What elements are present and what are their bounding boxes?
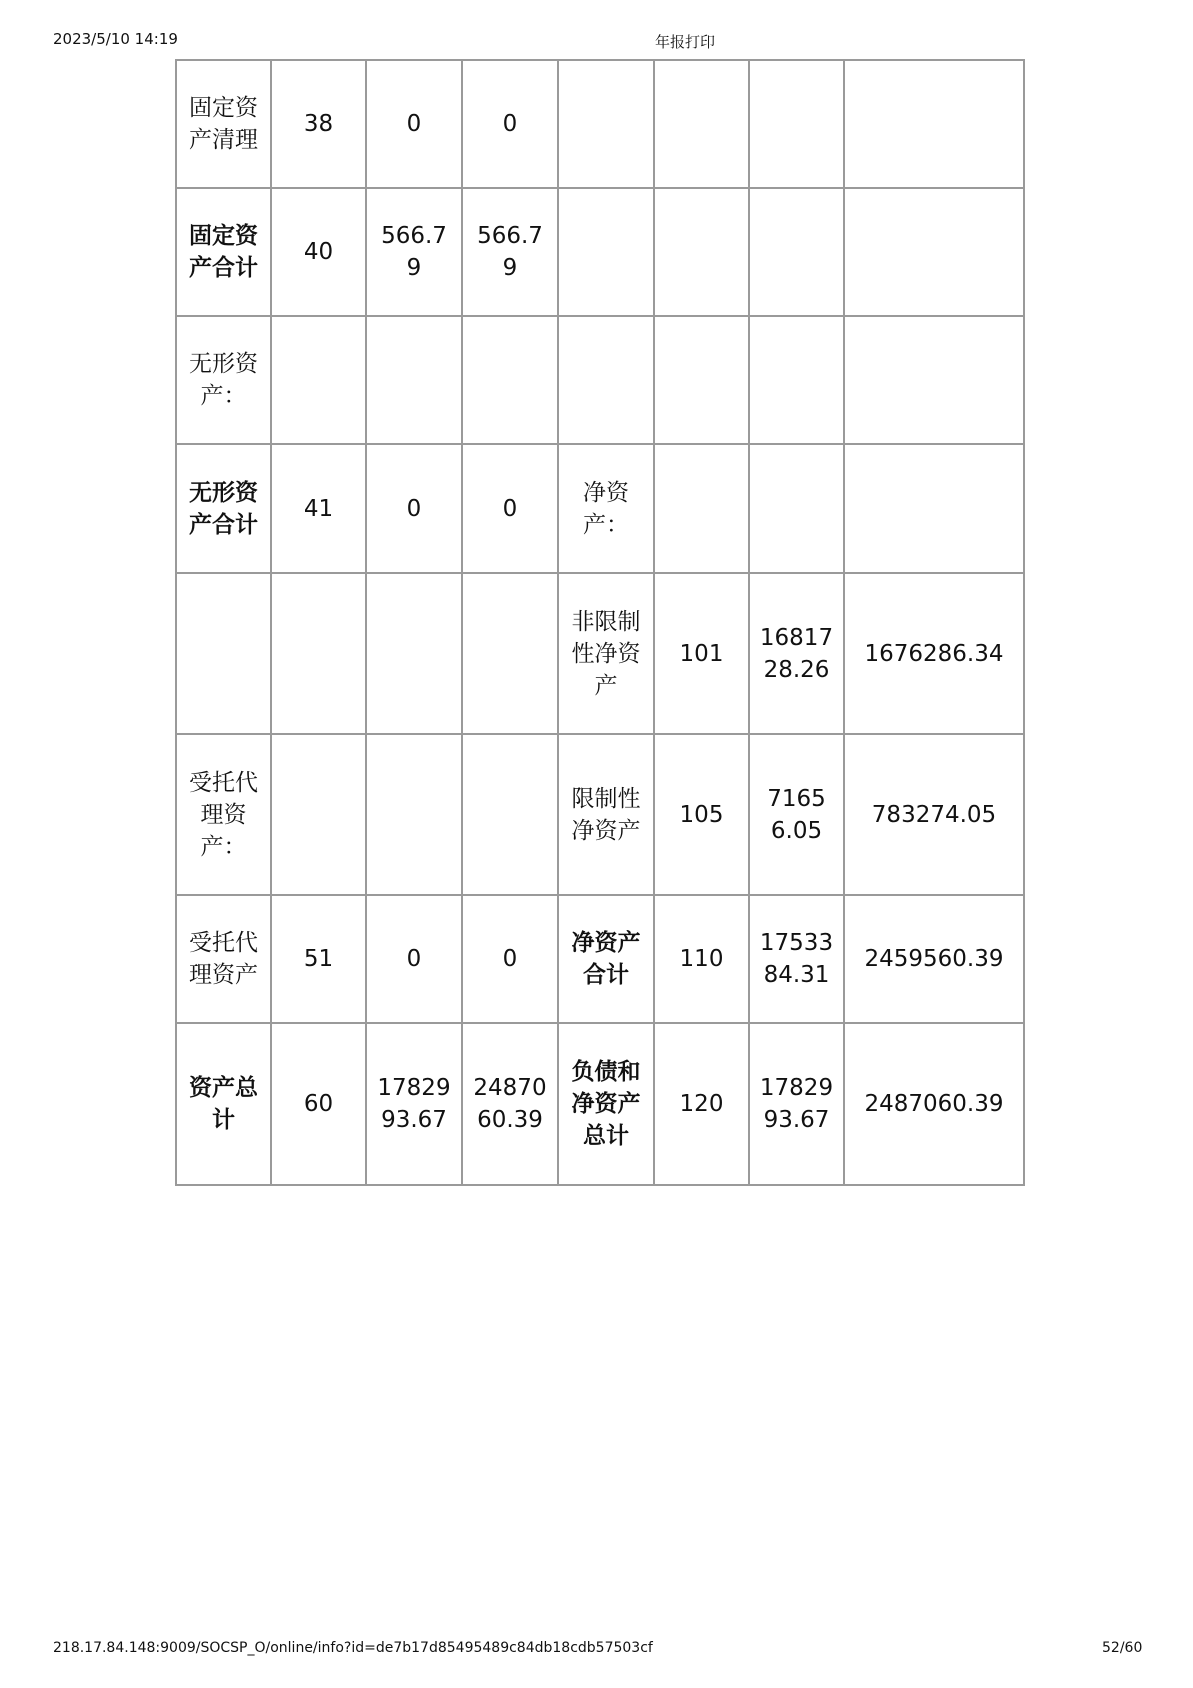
line-number-cell <box>271 316 366 444</box>
opening-balance-cell: 1782993.67 <box>749 1023 844 1185</box>
item-name-cell <box>176 573 271 734</box>
item-name-cell: 受托代理资产： <box>176 734 271 895</box>
item-name-cell <box>558 188 654 316</box>
table-row <box>176 1023 1024 1185</box>
line-number-cell <box>271 734 366 895</box>
closing-balance-cell: 783274.05 <box>844 734 1024 895</box>
table-row <box>176 188 1024 316</box>
closing-balance-cell <box>844 60 1024 188</box>
closing-balance-cell: 2459560.39 <box>844 895 1024 1023</box>
closing-balance-cell <box>462 573 558 734</box>
closing-balance-cell <box>844 188 1024 316</box>
item-name-cell: 负债和净资产总计 <box>558 1023 654 1185</box>
item-name-cell: 无形资产： <box>176 316 271 444</box>
item-name-cell: 固定资产清理 <box>176 60 271 188</box>
closing-balance-cell: 2487060.39 <box>844 1023 1024 1185</box>
opening-balance-cell: 1753384.31 <box>749 895 844 1023</box>
opening-balance-cell: 0 <box>366 895 462 1023</box>
opening-balance-cell: 566.79 <box>366 188 462 316</box>
closing-balance-cell: 2487060.39 <box>462 1023 558 1185</box>
opening-balance-cell <box>366 734 462 895</box>
closing-balance-cell: 566.79 <box>462 188 558 316</box>
closing-balance-cell: 0 <box>462 444 558 573</box>
table-row <box>176 60 1024 188</box>
line-number-cell: 40 <box>271 188 366 316</box>
opening-balance-cell: 1681728.26 <box>749 573 844 734</box>
item-name-cell: 资产总计 <box>176 1023 271 1185</box>
print-datetime: 2023/5/10 14:19 <box>53 30 178 48</box>
item-name-cell: 无形资产合计 <box>176 444 271 573</box>
table-row <box>176 573 1024 734</box>
closing-balance-cell <box>844 316 1024 444</box>
closing-balance-cell <box>462 734 558 895</box>
closing-balance-cell: 0 <box>462 60 558 188</box>
opening-balance-cell: 0 <box>366 444 462 573</box>
balance-sheet-table <box>175 59 1025 1186</box>
item-name-cell: 净资产： <box>558 444 654 573</box>
line-number-cell: 60 <box>271 1023 366 1185</box>
line-number-cell <box>654 316 749 444</box>
item-name-cell <box>558 60 654 188</box>
table-row <box>176 895 1024 1023</box>
closing-balance-cell <box>844 444 1024 573</box>
line-number-cell: 38 <box>271 60 366 188</box>
opening-balance-cell <box>749 60 844 188</box>
table-row <box>176 444 1024 573</box>
table-row <box>176 734 1024 895</box>
table-row <box>176 316 1024 444</box>
item-name-cell: 净资产合计 <box>558 895 654 1023</box>
line-number-cell: 101 <box>654 573 749 734</box>
line-number-cell <box>654 188 749 316</box>
line-number-cell <box>654 60 749 188</box>
opening-balance-cell <box>749 188 844 316</box>
item-name-cell: 限制性净资产 <box>558 734 654 895</box>
page-number: 52/60 <box>1102 1640 1143 1656</box>
opening-balance-cell <box>749 316 844 444</box>
line-number-cell <box>654 444 749 573</box>
line-number-cell: 51 <box>271 895 366 1023</box>
item-name-cell <box>558 316 654 444</box>
opening-balance-cell <box>366 573 462 734</box>
line-number-cell: 105 <box>654 734 749 895</box>
opening-balance-cell: 0 <box>366 60 462 188</box>
item-name-cell: 固定资产合计 <box>176 188 271 316</box>
closing-balance-cell: 0 <box>462 895 558 1023</box>
line-number-cell: 120 <box>654 1023 749 1185</box>
opening-balance-cell <box>366 316 462 444</box>
page-title: 年报打印 <box>655 33 716 51</box>
line-number-cell <box>271 573 366 734</box>
closing-balance-cell: 1676286.34 <box>844 573 1024 734</box>
line-number-cell: 110 <box>654 895 749 1023</box>
item-name-cell: 非限制性净资产 <box>558 573 654 734</box>
opening-balance-cell: 71656.05 <box>749 734 844 895</box>
closing-balance-cell <box>462 316 558 444</box>
opening-balance-cell: 1782993.67 <box>366 1023 462 1185</box>
page-url: 218.17.84.148:9009/SOCSP_O/online/info?id=de7b17d85495489c84db18cdb57503cf <box>53 1640 653 1656</box>
item-name-cell: 受托代理资产 <box>176 895 271 1023</box>
line-number-cell: 41 <box>271 444 366 573</box>
opening-balance-cell <box>749 444 844 573</box>
